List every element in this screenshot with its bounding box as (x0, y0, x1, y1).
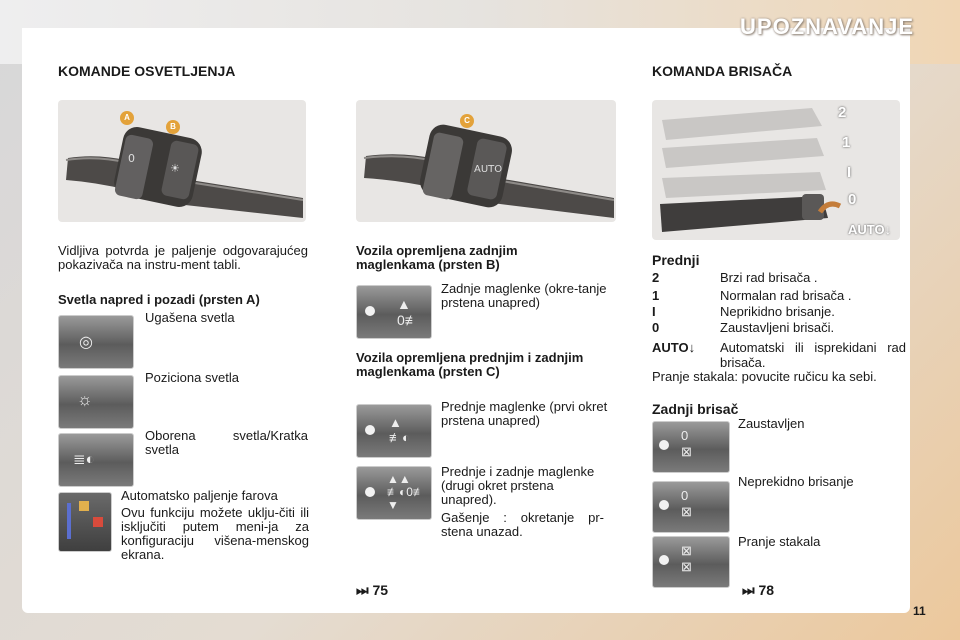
confirmation-text: Vidljiva potvrda je paljenje odgovarajućeg pokazivača na instru-ment tabli. (58, 243, 308, 272)
wiper-row-1: 1 Normalan rad brisača . (652, 288, 852, 303)
both-fog-thumbnail (356, 466, 432, 520)
position-i-label: I (847, 164, 852, 181)
rear-fog-icon: ▲ 0≢ (397, 296, 419, 328)
ring-c-marker: C (460, 114, 474, 128)
indicator-dot-icon (365, 306, 375, 316)
auto-headlamps-text: Ovu funkciju možete uklju-čiti ili isključiti putem meni-ja za konfiguraciju višena-menskog ekrana. (121, 505, 309, 562)
arrow-down-icon: ↓ (884, 222, 892, 237)
page-number: 11 (913, 604, 926, 618)
display-square-icon (93, 517, 103, 527)
arrow-down-icon: ↓ (688, 340, 696, 355)
washer-text: Pranje stakala: povucite ručicu ka sebi. (652, 369, 877, 384)
rear-fog-thumbnail (356, 285, 432, 339)
position-2-label: 2 (838, 104, 847, 121)
rear-wiper-icon: 0 ⊠ (681, 488, 692, 519)
indicator-dot-icon (659, 555, 669, 565)
front-fog-text: Prednje maglenke (prvi okret prstena unapred) (441, 399, 608, 428)
both-fog-text: Prednje i zadnje maglenke (drugi okret prstena unapred). (441, 464, 595, 507)
double-arrow-right-icon: ⏭ (742, 582, 755, 598)
fog-lamp-stalk-photo (356, 100, 616, 222)
page-title: UPOZNAVANJE (740, 14, 914, 39)
wiper-stalk-photo (652, 100, 900, 240)
position-lights-label: Poziciona svetla (145, 370, 239, 385)
display-square-icon (79, 501, 89, 511)
position-1-label: 1 (842, 134, 851, 151)
svg-text:0: 0 (128, 152, 135, 165)
lighting-stalk-photo (58, 100, 306, 222)
lighting-controls-heading: KOMANDE OSVETLJENJA (58, 63, 236, 79)
sidelight-icon: ☼ (77, 390, 93, 409)
rear-wiper-off-label: Zaustavljen (738, 416, 805, 431)
indicator-dot-icon (659, 440, 669, 450)
wiper-row-0: 0 Zaustavljeni brisači. (652, 320, 835, 335)
lights-off-label: Ugašena svetla (145, 310, 235, 325)
rear-wiper-off-thumbnail (652, 421, 730, 473)
wiper-row-i: I Neprikidno brisanje. (652, 304, 835, 319)
wiper-controls-heading: KOMANDA BRISAČA (652, 63, 793, 79)
rear-washer-label: Pranje stakala (738, 534, 821, 549)
front-fog-icon: ▲ ≢◐ (389, 415, 410, 445)
rear-fog-text: Zadnje maglenke (okre-tanje prstena unapred) (441, 281, 607, 310)
auto-headlamps-thumbnail (58, 492, 112, 552)
front-rear-fog-heading: Vozila opremljena prednjim i zadnjim maglenkama (prsten C) (356, 350, 584, 379)
front-rear-lights-subtitle: Svetla napred i pozadi (prsten A) (58, 292, 260, 307)
auto-headlamps-title: Automatsko paljenje farova (121, 488, 278, 503)
dipped-beam-thumbnail (58, 433, 134, 487)
both-fog-icon: ▲▲ ≢◐0≢ ▼ (387, 472, 425, 512)
lights-off-thumbnail (58, 315, 134, 369)
rear-washer-icon: ⊠ ⊠ (681, 543, 692, 574)
reference-78[interactable]: ⏭ 78 (742, 582, 775, 598)
lights-off-icon: ◎ (79, 334, 93, 351)
indicator-dot-icon (659, 500, 669, 510)
position-0-label: 0 (848, 191, 857, 208)
svg-text:AUTO: AUTO (474, 164, 503, 175)
auto-position-label: AUTO↓ (848, 222, 892, 237)
dipped-beam-icon: ≣◐ (73, 451, 95, 468)
rear-fog-heading: Vozila opremljena zadnjim maglenkama (prsten B) (356, 243, 518, 272)
indicator-dot-icon (365, 487, 375, 497)
ring-a-marker: A (120, 111, 134, 125)
dipped-beam-label: Oborena svetla/Kratka svetla (145, 428, 308, 457)
wiper-row-auto: AUTO↓ Automatski ili isprekidani rad brisača. (652, 340, 906, 370)
ring-b-marker: B (166, 120, 180, 134)
front-fog-thumbnail (356, 404, 432, 458)
fog-off-text: Gašenje : okretanje pr-stena unazad. (441, 510, 604, 539)
reference-75[interactable]: ⏭ 75 (356, 582, 389, 598)
rear-wiper-icon: 0 ⊠ (681, 428, 692, 459)
svg-text:☀: ☀ (170, 162, 180, 175)
rear-wiper-continuous-label: Neprekidno brisanje (738, 474, 854, 489)
position-lights-thumbnail (58, 375, 134, 429)
wiper-row-2: 2 Brzi rad brisača . (652, 270, 818, 285)
double-arrow-right-icon: ⏭ (356, 582, 369, 598)
rear-wiper-heading: Zadnji brisač (652, 401, 739, 417)
rear-washer-thumbnail (652, 536, 730, 588)
rear-wiper-on-thumbnail (652, 481, 730, 533)
display-bar-icon (67, 503, 71, 539)
front-wiper-heading: Prednji (652, 252, 700, 268)
indicator-dot-icon (365, 425, 375, 435)
